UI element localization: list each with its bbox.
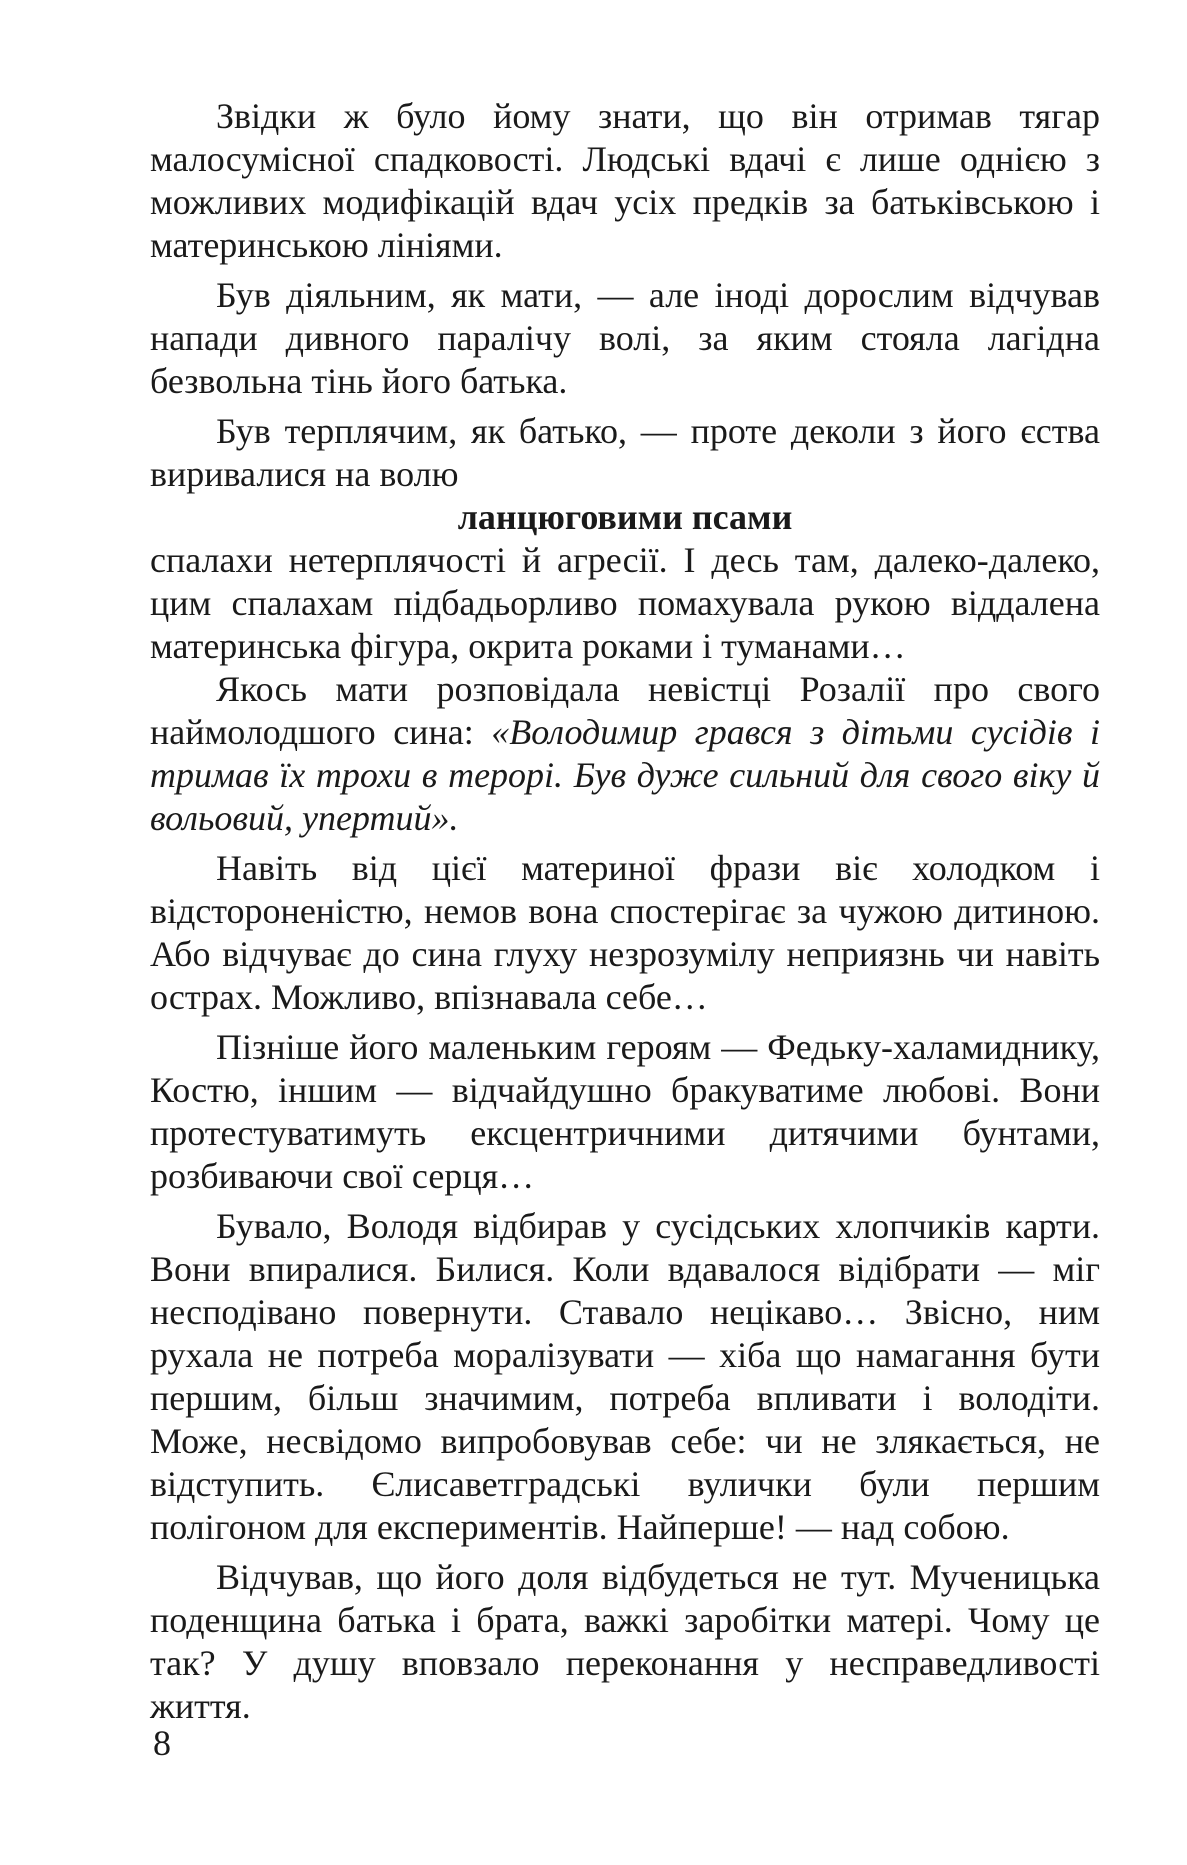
paragraph-7: Бувало, Володя відбирав у сусідських хлопчиків карти. Вони впиралися. Билися. Коли вдавалося відібрати — міг несподівано повернути. Ставало нецікаво… Звісно, ним рухала не потреба моралізувати — хіба що намагання бути першим, більш значимим, потреба впливати і володіти. Може, несвідомо випробовував себе: чи не злякається, не відступить. Єлисаветградські вулички були першим полігоном для експериментів. Найперше! — над собою. xyxy=(150,1206,1100,1547)
emphasis-line: ланцюговими псами xyxy=(457,497,793,537)
quote-paragraph xyxy=(150,668,1100,840)
paragraph-6: Пізніше його маленьким героям — Федьку-халамиднику, Костю, іншим — відчайдушно бракуватиме любові. Вони протестуватимуть ексцентричними дитячими бунтами, розбиваючи свої серця… xyxy=(150,1027,1100,1196)
paragraph-5: Навіть від цієї материної фрази віє холодком і відстороненістю, немов вона спостерігає за чужою дитиною. Або відчуває до сина глуху незрозумілу неприязнь чи навіть острах. Можливо, впізнавала себе… xyxy=(150,848,1100,1017)
paragraph-3: Був терплячим, як батько, — проте деколи з його єства виривалися на волю xyxy=(150,411,1100,494)
paragraph-1: Звідки ж було йому знати, що він отримав тягар малосумісної спадковості. Людські вдачі є лише однією з можливих модифікацій вдач усіх предків за батьківською і материнською лініями. xyxy=(150,96,1100,265)
paragraph-2: Був діяльним, як мати, — але іноді дорослим відчував напади дивного паралічу волі, за яким стояла лагідна безвольна тінь його батька. xyxy=(150,275,1100,401)
quote-lead: Якось мати розповідала невістці Розалії про свого наймолодшого сина: xyxy=(150,669,1100,752)
page-number: 8 xyxy=(153,1723,171,1763)
page-body xyxy=(150,95,1100,1728)
paragraph-8: Відчував, що його доля відбудеться не тут. Мученицька поденщина батька і брата, важкі заробітки матері. Чому це так? У душу вповзало переконання у несправедливості життя. xyxy=(150,1557,1100,1726)
paragraph-continuation: спалахи нетерплячості й агресії. І десь там, далеко-далеко, цим спалахам підбадьорливо помахувала рукою віддалена материнська фігура, окрита роками і туманами… xyxy=(150,540,1100,666)
mother-quote: «Володимир грався з дітьми сусідів і тримав їх трохи в терорі. Був дуже сильний для свого віку й вольовий, упертий». xyxy=(150,712,1101,838)
